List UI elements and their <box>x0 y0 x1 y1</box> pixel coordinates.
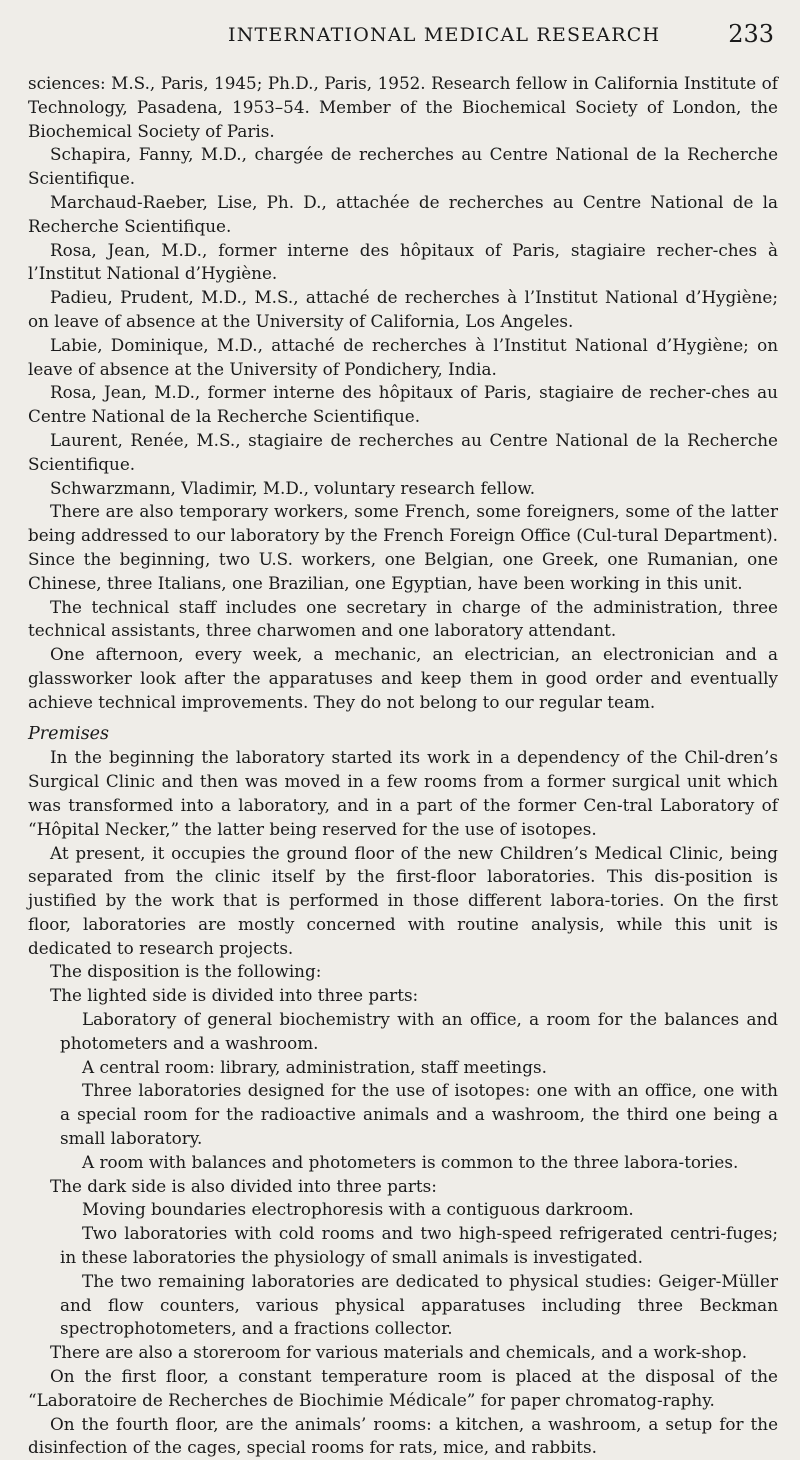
paragraph: One afternoon, every week, a mechanic, an electrician, an electronician and a glassworker look after the apparatuses and keep them in good order and eventually achieve technical improvements. They do not belong to our regular team. <box>28 644 778 712</box>
paragraph: Padieu, Prudent, M.D., M.S., attaché de recherches à l’Institut National d’Hygiène; on leave of absence at the University of California, Los Angeles. <box>28 287 778 331</box>
section-heading-premises: Premises <box>28 723 110 744</box>
paragraph: The technical staff includes one secretary in charge of the administration, three technical assistants, three charwomen and one laboratory attendant. <box>28 596 778 641</box>
paragraph: On the first floor, a constant temperature room is placed at the disposal of the “Laboratoire de Recherches de Biochimie Médicale” for paper chromatog-raphy. <box>28 1366 778 1410</box>
paragraph: sciences: M.S., Paris, 1945; Ph.D., Paris, 1952. Research fellow in California Institute of Technology, Pasadena, 1953–54. Member of the Biochemical Society of London, the Biochemical Society of Paris. <box>28 73 778 141</box>
list-item-lighted: A central room: library, administration, staff meetings. <box>82 1056 547 1077</box>
paragraph: Rosa, Jean, M.D., former interne des hôpitaux of Paris, stagiaire de recher-ches au Centre National de la Recherche Scientifique. <box>28 382 778 427</box>
list-item-dark: The two remaining laboratories are dedicated to physical studies: Geiger-Müller and flow counters, various physical apparatuses including three Beckman spectrophotometers, and a fractions collector. <box>60 1270 778 1339</box>
paragraph: The dark side is also divided into three parts: <box>50 1175 437 1196</box>
paragraph: The disposition is the following: <box>50 961 322 982</box>
paragraph: Marchaud-Raeber, Lise, Ph. D., attachée de recherches au Centre National de la Recherche Scientifique. <box>28 191 778 236</box>
list-item-dark: Two laboratories with cold rooms and two high-speed refrigerated centri-fuges; in these laboratories the physiology of small animals is investigated. <box>60 1223 778 1268</box>
paragraph: At present, it occupies the ground floor of the new Children’s Medical Clinic, being separated from the clinic itself by the first-floor laboratories. This dis-position is justified by the work that is performed in those different labora-tories. On the first floor, laboratories are mostly concerned with routine analysis, while this unit is dedicated to research projects. <box>28 842 778 958</box>
paragraph: On the fourth floor, are the animals’ rooms: a kitchen, a washroom, a setup for the disinfection of the cages, special rooms for rats, mice, and rabbits. <box>28 1413 778 1458</box>
paragraph: Schwarzmann, Vladimir, M.D., voluntary research fellow. <box>50 477 536 498</box>
page-header <box>228 18 774 52</box>
paragraph: Laurent, Renée, M.S., stagiaire de recherches au Centre National de la Recherche Scientifique. <box>28 429 778 474</box>
paragraph: Schapira, Fanny, M.D., chargée de recherches au Centre National de la Recherche Scientifique. <box>28 144 778 189</box>
paragraph: The lighted side is divided into three parts: <box>50 985 419 1006</box>
paragraph: There are also a storeroom for various materials and chemicals, and a work-shop. <box>50 1342 748 1363</box>
paragraph: Labie, Dominique, M.D., attaché de recherches à l’Institut National d’Hygiène; on leave of absence at the University of Pondichery, India. <box>28 334 778 379</box>
paragraph: In the beginning the laboratory started its work in a dependency of the Chil-dren’s Surgical Clinic and then was moved in a few rooms from a former surgical unit which was transformed into a laboratory, and in a part of the former Cen-tral Laboratory of “Hôpital Necker,” the latter being reserved for the use of isotopes. <box>28 747 778 839</box>
list-item-lighted: A room with balances and photometers is common to the three labora-tories. <box>82 1151 739 1172</box>
running-head: INTERNATIONAL MEDICAL RESEARCH <box>228 24 661 46</box>
list-item-lighted: Three laboratories designed for the use of isotopes: one with an office, one with a special room for the radioactive animals and a washroom, the third one being a small laboratory. <box>60 1080 778 1149</box>
page-body <box>28 72 778 1460</box>
list-item-dark: Moving boundaries electrophoresis with a contiguous darkroom. <box>82 1199 634 1220</box>
page-number: 233 <box>728 20 774 48</box>
paragraph: Rosa, Jean, M.D., former interne des hôpitaux of Paris, stagiaire recher-ches à l’Institut National d’Hygiène. <box>28 239 778 284</box>
paragraph: There are also temporary workers, some French, some foreigners, some of the latter being addressed to our laboratory by the French Foreign Office (Cul-tural Department). Since the beginning, two U.S. workers, one Belgian, one Greek, one Rumanian, one Chinese, three Italians, one Brazilian, one Egyptian, have been working in this unit. <box>28 501 778 593</box>
list-item-lighted: Laboratory of general biochemistry with an office, a room for the balances and photometers and a washroom. <box>60 1009 778 1053</box>
